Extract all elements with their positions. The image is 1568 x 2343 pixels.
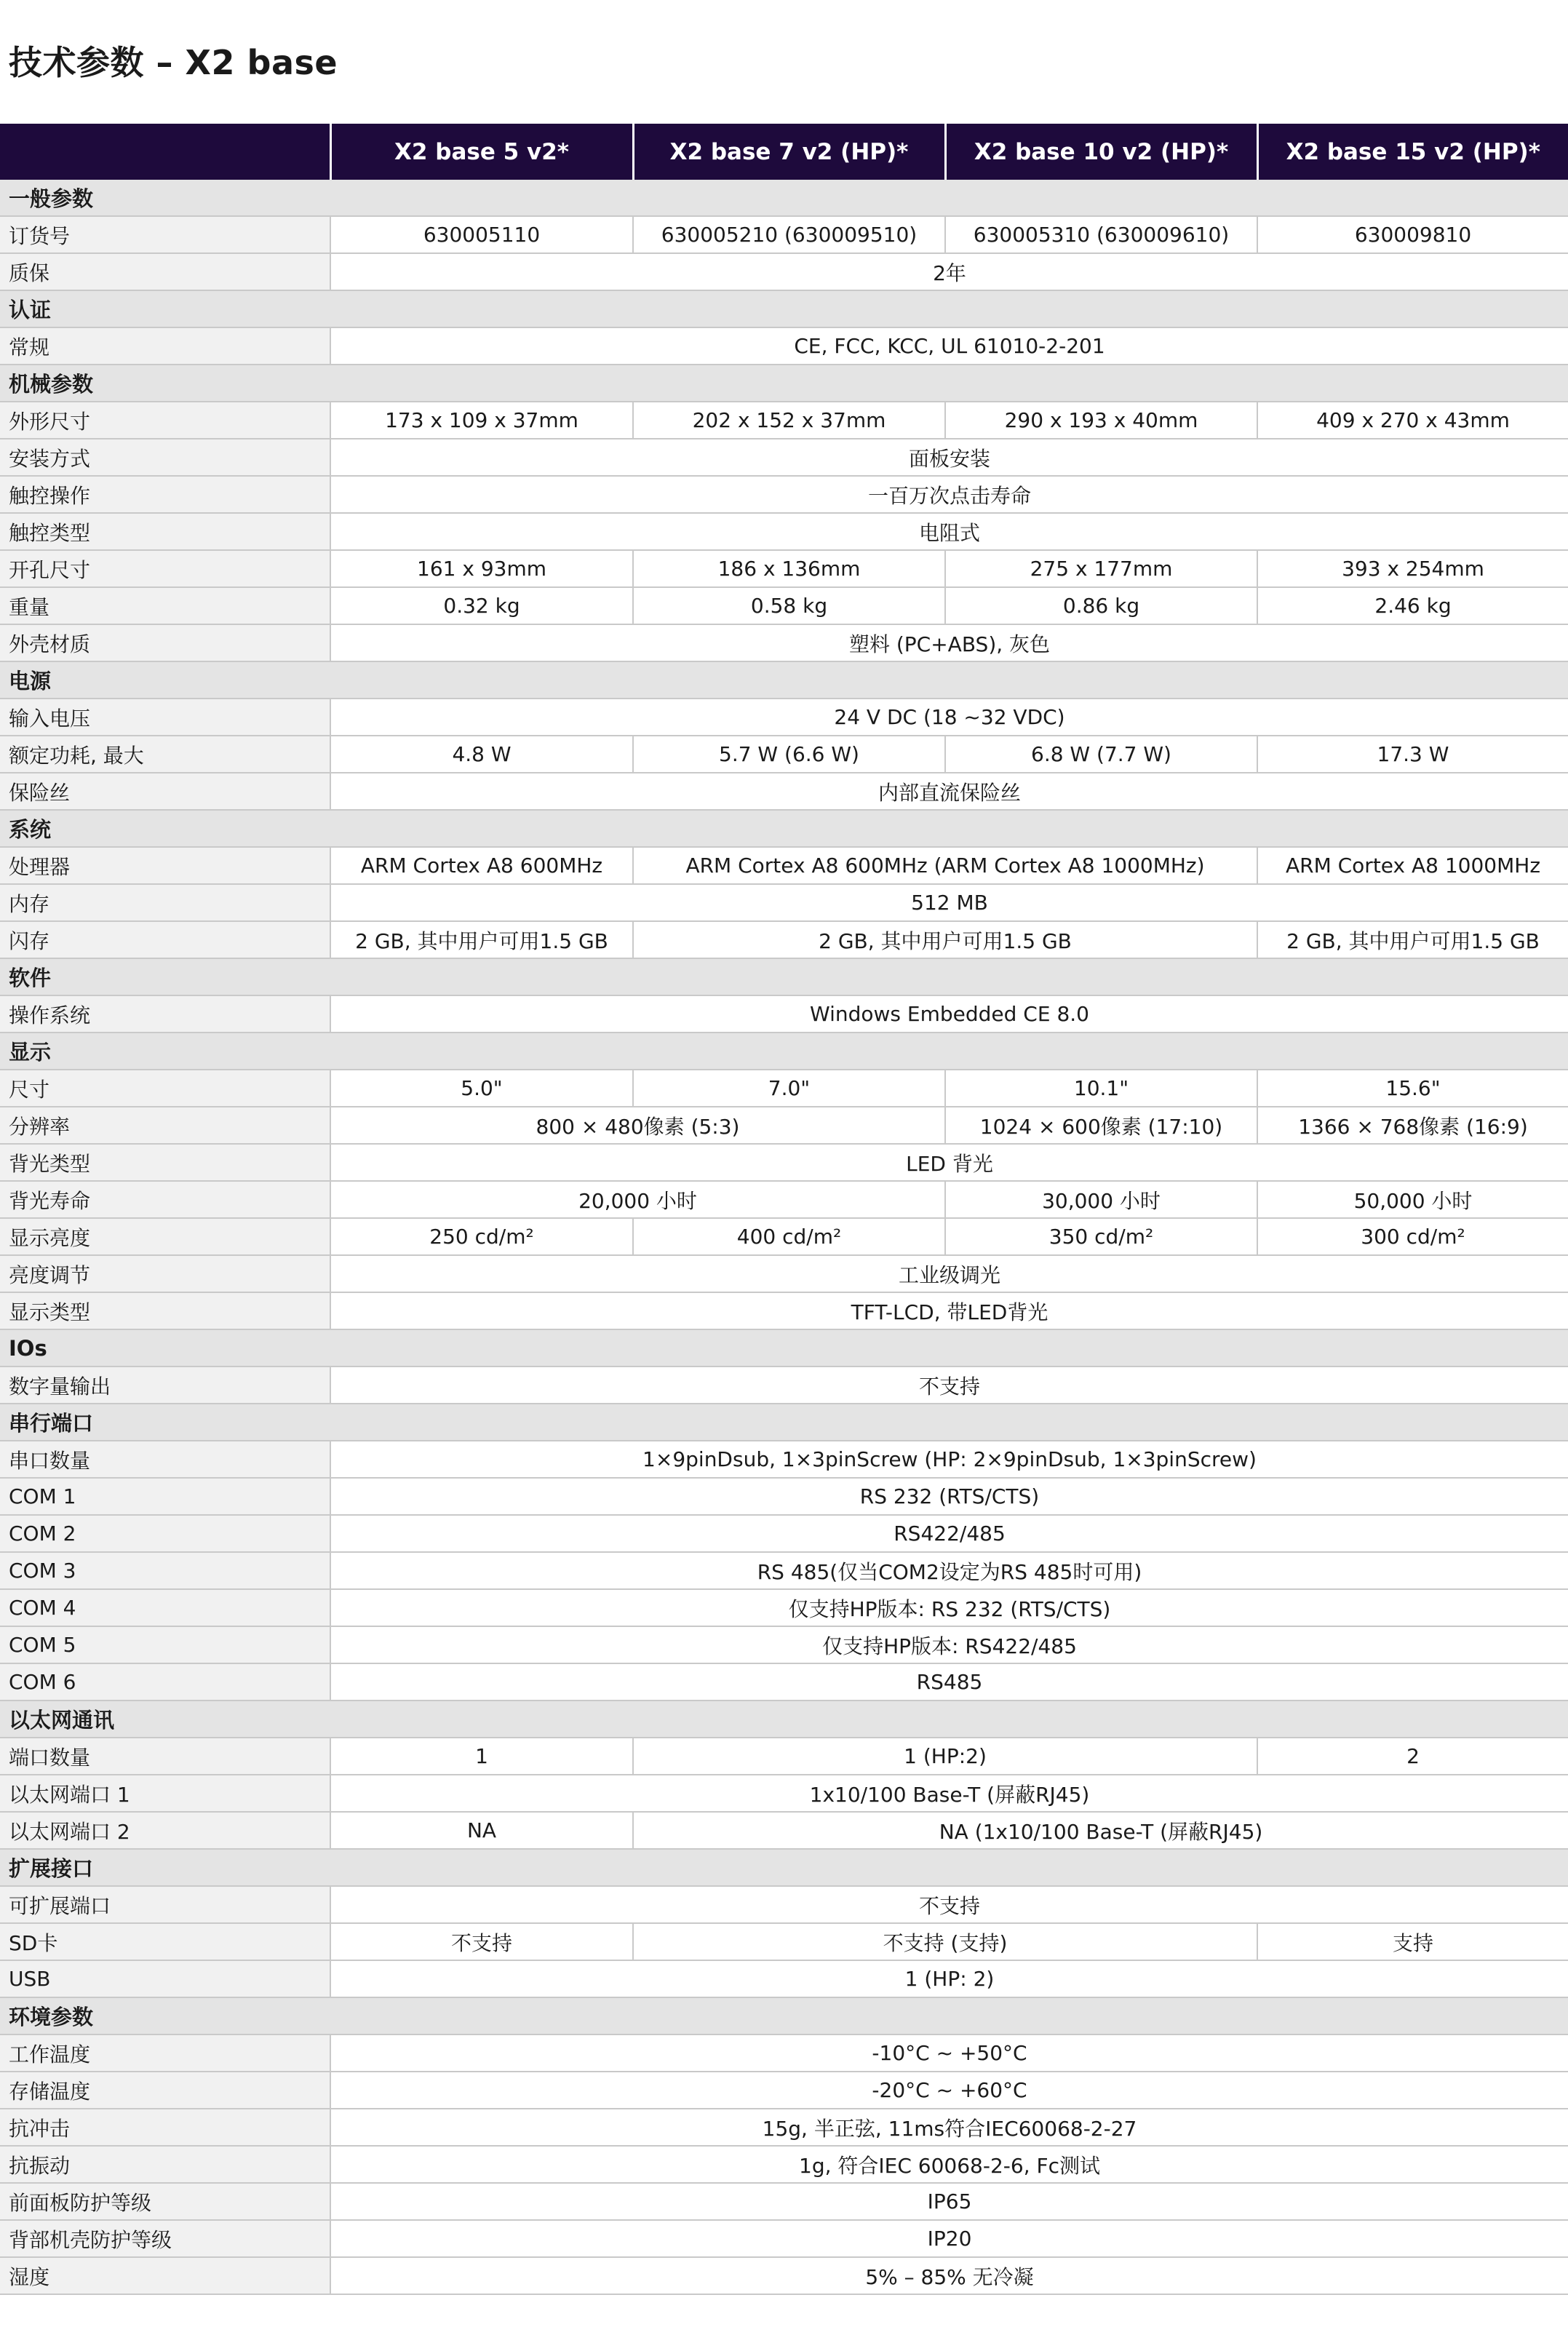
- table-cell: CE, FCC, KCC, UL 61010-2-201: [330, 327, 1568, 365]
- table-cell: RS485: [330, 1663, 1568, 1700]
- table-row: [0, 1812, 1568, 1849]
- row-label: 保险丝: [0, 773, 330, 810]
- table-cell: 512 MB: [330, 884, 1568, 921]
- table-cell: TFT-LCD, 带LED背光: [330, 1292, 1568, 1329]
- row-label: 背光类型: [0, 1144, 330, 1181]
- row-label: 闪存: [0, 921, 330, 958]
- row-label: 重量: [0, 587, 330, 624]
- row-label: COM 4: [0, 1589, 330, 1626]
- row-label: 质保: [0, 253, 330, 290]
- row-label: 尺寸: [0, 1070, 330, 1107]
- row-label: COM 3: [0, 1552, 330, 1589]
- table-cell: ARM Cortex A8 600MHz: [330, 847, 633, 884]
- table-cell: 电阻式: [330, 513, 1568, 550]
- table-cell: 仅支持HP版本: RS422/485: [330, 1626, 1568, 1663]
- table-cell: 2 GB, 其中用户可用1.5 GB: [1257, 921, 1568, 958]
- section-header-row: [0, 1849, 1568, 1886]
- table-cell: ARM Cortex A8 600MHz (ARM Cortex A8 1000MHz): [633, 847, 1257, 884]
- table-cell: 2.46 kg: [1257, 587, 1568, 624]
- table-cell: 5.0": [330, 1070, 633, 1107]
- table-row: [0, 2220, 1568, 2257]
- table-row: [0, 1070, 1568, 1107]
- table-cell: 630005210 (630009510): [633, 216, 945, 253]
- table-cell: NA: [330, 1812, 633, 1849]
- table-cell: 1: [330, 1738, 633, 1775]
- table-row: [0, 1923, 1568, 1960]
- row-label: 处理器: [0, 847, 330, 884]
- table-cell: 630009810: [1257, 216, 1568, 253]
- row-label: COM 5: [0, 1626, 330, 1663]
- table-row: [0, 699, 1568, 736]
- table-cell: 250 cd/m²: [330, 1218, 633, 1255]
- table-row: [0, 1886, 1568, 1923]
- row-label: 显示亮度: [0, 1218, 330, 1255]
- table-row: [0, 736, 1568, 773]
- row-label: 以太网端口 2: [0, 1812, 330, 1849]
- table-cell: 不支持: [330, 1923, 633, 1960]
- section-header-row: [0, 1033, 1568, 1070]
- table-row: [0, 2072, 1568, 2109]
- row-label: 输入电压: [0, 699, 330, 736]
- table-row: [0, 1589, 1568, 1626]
- table-cell: 仅支持HP版本: RS 232 (RTS/CTS): [330, 1589, 1568, 1626]
- table-cell: 2 GB, 其中用户可用1.5 GB: [633, 921, 1257, 958]
- row-label: 操作系统: [0, 995, 330, 1033]
- section-header-row: [0, 180, 1568, 216]
- table-cell: 202 x 152 x 37mm: [633, 402, 945, 439]
- row-label: SD卡: [0, 1923, 330, 1960]
- section-label: IOs: [0, 1329, 1568, 1367]
- row-label: 以太网端口 1: [0, 1775, 330, 1812]
- column-header: X2 base 5 v2*: [330, 124, 633, 180]
- table-row: [0, 773, 1568, 810]
- table-row: [0, 1515, 1568, 1552]
- table-cell: 630005310 (630009610): [945, 216, 1257, 253]
- table-cell: 一百万次点击寿命: [330, 476, 1568, 513]
- page-title: 技术参数 – X2 base: [9, 43, 338, 82]
- table-row: [0, 624, 1568, 661]
- table-row: [0, 847, 1568, 884]
- column-header: [0, 124, 330, 180]
- row-label: 亮度调节: [0, 1255, 330, 1292]
- section-header-row: [0, 810, 1568, 847]
- table-row: [0, 1255, 1568, 1292]
- table-cell: 10.1": [945, 1070, 1257, 1107]
- table-cell: 173 x 109 x 37mm: [330, 402, 633, 439]
- table-cell: 24 V DC (18 ~32 VDC): [330, 699, 1568, 736]
- section-header-row: [0, 1700, 1568, 1738]
- table-cell: 300 cd/m²: [1257, 1218, 1568, 1255]
- table-row: [0, 1552, 1568, 1589]
- table-cell: RS 485(仅当COM2设定为RS 485时可用): [330, 1552, 1568, 1589]
- section-label: 电源: [0, 661, 1568, 699]
- table-row: [0, 327, 1568, 365]
- table-cell: 350 cd/m²: [945, 1218, 1257, 1255]
- table-row: [0, 1738, 1568, 1775]
- row-label: 抗振动: [0, 2146, 330, 2183]
- table-cell: 5.7 W (6.6 W): [633, 736, 945, 773]
- table-cell: 400 cd/m²: [633, 1218, 945, 1255]
- table-row: [0, 439, 1568, 476]
- section-header-row: [0, 1997, 1568, 2034]
- table-cell: NA (1x10/100 Base-T (屏蔽RJ45): [633, 1812, 1568, 1849]
- column-header: X2 base 15 v2 (HP)*: [1257, 124, 1568, 180]
- table-cell: 1g, 符合IEC 60068-2-6, Fc测试: [330, 2146, 1568, 2183]
- row-label: 额定功耗, 最大: [0, 736, 330, 773]
- table-cell: 800 × 480像素 (5:3): [330, 1107, 945, 1144]
- row-label: 数字量输出: [0, 1367, 330, 1404]
- table-row: [0, 513, 1568, 550]
- row-label: 开孔尺寸: [0, 550, 330, 587]
- table-row: [0, 1292, 1568, 1329]
- row-label: 显示类型: [0, 1292, 330, 1329]
- section-label: 一般参数: [0, 180, 1568, 216]
- table-cell: ARM Cortex A8 1000MHz: [1257, 847, 1568, 884]
- row-label: 内存: [0, 884, 330, 921]
- table-cell: LED 背光: [330, 1144, 1568, 1181]
- section-header-row: [0, 661, 1568, 699]
- table-row: [0, 216, 1568, 253]
- table-cell: 630005110: [330, 216, 633, 253]
- row-label: 工作温度: [0, 2034, 330, 2072]
- table-row: [0, 995, 1568, 1033]
- section-header-row: [0, 1404, 1568, 1441]
- table-row: [0, 1960, 1568, 1997]
- table-cell: -20°C ~ +60°C: [330, 2072, 1568, 2109]
- table-row: [0, 1367, 1568, 1404]
- table-cell: 6.8 W (7.7 W): [945, 736, 1257, 773]
- table-row: [0, 1663, 1568, 1700]
- table-cell: 1x10/100 Base-T (屏蔽RJ45): [330, 1775, 1568, 1812]
- table-cell: 支持: [1257, 1923, 1568, 1960]
- table-cell: 0.86 kg: [945, 587, 1257, 624]
- section-label: 系统: [0, 810, 1568, 847]
- table-cell: 不支持: [330, 1367, 1568, 1404]
- row-label: 分辨率: [0, 1107, 330, 1144]
- table-cell: 5% – 85% 无冷凝: [330, 2257, 1568, 2294]
- row-label: 触控类型: [0, 513, 330, 550]
- table-row: [0, 253, 1568, 290]
- table-cell: 0.58 kg: [633, 587, 945, 624]
- table-row: [0, 476, 1568, 513]
- table-row: [0, 1775, 1568, 1812]
- table-cell: Windows Embedded CE 8.0: [330, 995, 1568, 1033]
- table-cell: 0.32 kg: [330, 587, 633, 624]
- spec-table-body: [0, 180, 1568, 2294]
- table-cell: 393 x 254mm: [1257, 550, 1568, 587]
- table-cell: 塑料 (PC+ABS), 灰色: [330, 624, 1568, 661]
- section-label: 软件: [0, 958, 1568, 995]
- table-cell: 7.0": [633, 1070, 945, 1107]
- table-cell: 1 (HP:2): [633, 1738, 1257, 1775]
- row-label: 存储温度: [0, 2072, 330, 2109]
- table-cell: 内部直流保险丝: [330, 773, 1568, 810]
- table-cell: 17.3 W: [1257, 736, 1568, 773]
- section-label: 机械参数: [0, 365, 1568, 402]
- section-header-row: [0, 290, 1568, 327]
- table-row: [0, 402, 1568, 439]
- table-cell: 不支持 (支持): [633, 1923, 1257, 1960]
- table-header-row: [0, 124, 1568, 180]
- table-cell: RS 232 (RTS/CTS): [330, 1478, 1568, 1515]
- row-label: COM 6: [0, 1663, 330, 1700]
- table-cell: 工业级调光: [330, 1255, 1568, 1292]
- table-row: [0, 2146, 1568, 2183]
- table-cell: 4.8 W: [330, 736, 633, 773]
- table-cell: IP20: [330, 2220, 1568, 2257]
- table-row: [0, 2109, 1568, 2146]
- row-label: 端口数量: [0, 1738, 330, 1775]
- table-row: [0, 1441, 1568, 1478]
- table-cell: 161 x 93mm: [330, 550, 633, 587]
- row-label: COM 2: [0, 1515, 330, 1552]
- table-cell: -10°C ~ +50°C: [330, 2034, 1568, 2072]
- section-label: 环境参数: [0, 1997, 1568, 2034]
- table-cell: 15.6": [1257, 1070, 1568, 1107]
- table-row: [0, 1218, 1568, 1255]
- table-row: [0, 550, 1568, 587]
- column-header: X2 base 10 v2 (HP)*: [945, 124, 1257, 180]
- row-label: 触控操作: [0, 476, 330, 513]
- table-cell: 1024 × 600像素 (17:10): [945, 1107, 1257, 1144]
- table-cell: 50,000 小时: [1257, 1181, 1568, 1218]
- table-row: [0, 1144, 1568, 1181]
- row-label: 外壳材质: [0, 624, 330, 661]
- table-row: [0, 1181, 1568, 1218]
- table-cell: 275 x 177mm: [945, 550, 1257, 587]
- column-header: X2 base 7 v2 (HP)*: [633, 124, 945, 180]
- table-row: [0, 2183, 1568, 2220]
- section-label: 扩展接口: [0, 1849, 1568, 1886]
- row-label: 可扩展端口: [0, 1886, 330, 1923]
- table-cell: 409 x 270 x 43mm: [1257, 402, 1568, 439]
- row-label: COM 1: [0, 1478, 330, 1515]
- section-label: 认证: [0, 290, 1568, 327]
- section-label: 显示: [0, 1033, 1568, 1070]
- table-cell: 30,000 小时: [945, 1181, 1257, 1218]
- section-label: 串行端口: [0, 1404, 1568, 1441]
- table-cell: 不支持: [330, 1886, 1568, 1923]
- spec-table: [0, 124, 1568, 2295]
- row-label: 抗冲击: [0, 2109, 330, 2146]
- row-label: 湿度: [0, 2257, 330, 2294]
- table-row: [0, 587, 1568, 624]
- table-cell: 面板安装: [330, 439, 1568, 476]
- table-cell: 186 x 136mm: [633, 550, 945, 587]
- table-cell: 1 (HP: 2): [330, 1960, 1568, 1997]
- table-row: [0, 884, 1568, 921]
- table-cell: 2 GB, 其中用户可用1.5 GB: [330, 921, 633, 958]
- table-row: [0, 1626, 1568, 1663]
- row-label: 前面板防护等级: [0, 2183, 330, 2220]
- section-label: 以太网通讯: [0, 1700, 1568, 1738]
- table-cell: 1×9pinDsub, 1×3pinScrew (HP: 2×9pinDsub, 1×3pinScrew): [330, 1441, 1568, 1478]
- table-cell: 2: [1257, 1738, 1568, 1775]
- table-cell: IP65: [330, 2183, 1568, 2220]
- table-cell: RS422/485: [330, 1515, 1568, 1552]
- table-cell: 15g, 半正弦, 11ms符合IEC60068-2-27: [330, 2109, 1568, 2146]
- table-row: [0, 2257, 1568, 2294]
- row-label: 订货号: [0, 216, 330, 253]
- row-label: USB: [0, 1960, 330, 1997]
- row-label: 常规: [0, 327, 330, 365]
- table-row: [0, 2034, 1568, 2072]
- section-header-row: [0, 365, 1568, 402]
- row-label: 背光寿命: [0, 1181, 330, 1218]
- section-header-row: [0, 1329, 1568, 1367]
- row-label: 串口数量: [0, 1441, 330, 1478]
- row-label: 背部机壳防护等级: [0, 2220, 330, 2257]
- row-label: 外形尺寸: [0, 402, 330, 439]
- table-row: [0, 921, 1568, 958]
- table-cell: 20,000 小时: [330, 1181, 945, 1218]
- table-cell: 290 x 193 x 40mm: [945, 402, 1257, 439]
- table-row: [0, 1107, 1568, 1144]
- table-cell: 1366 × 768像素 (16:9): [1257, 1107, 1568, 1144]
- table-cell: 2年: [330, 253, 1568, 290]
- table-row: [0, 1478, 1568, 1515]
- section-header-row: [0, 958, 1568, 995]
- row-label: 安装方式: [0, 439, 330, 476]
